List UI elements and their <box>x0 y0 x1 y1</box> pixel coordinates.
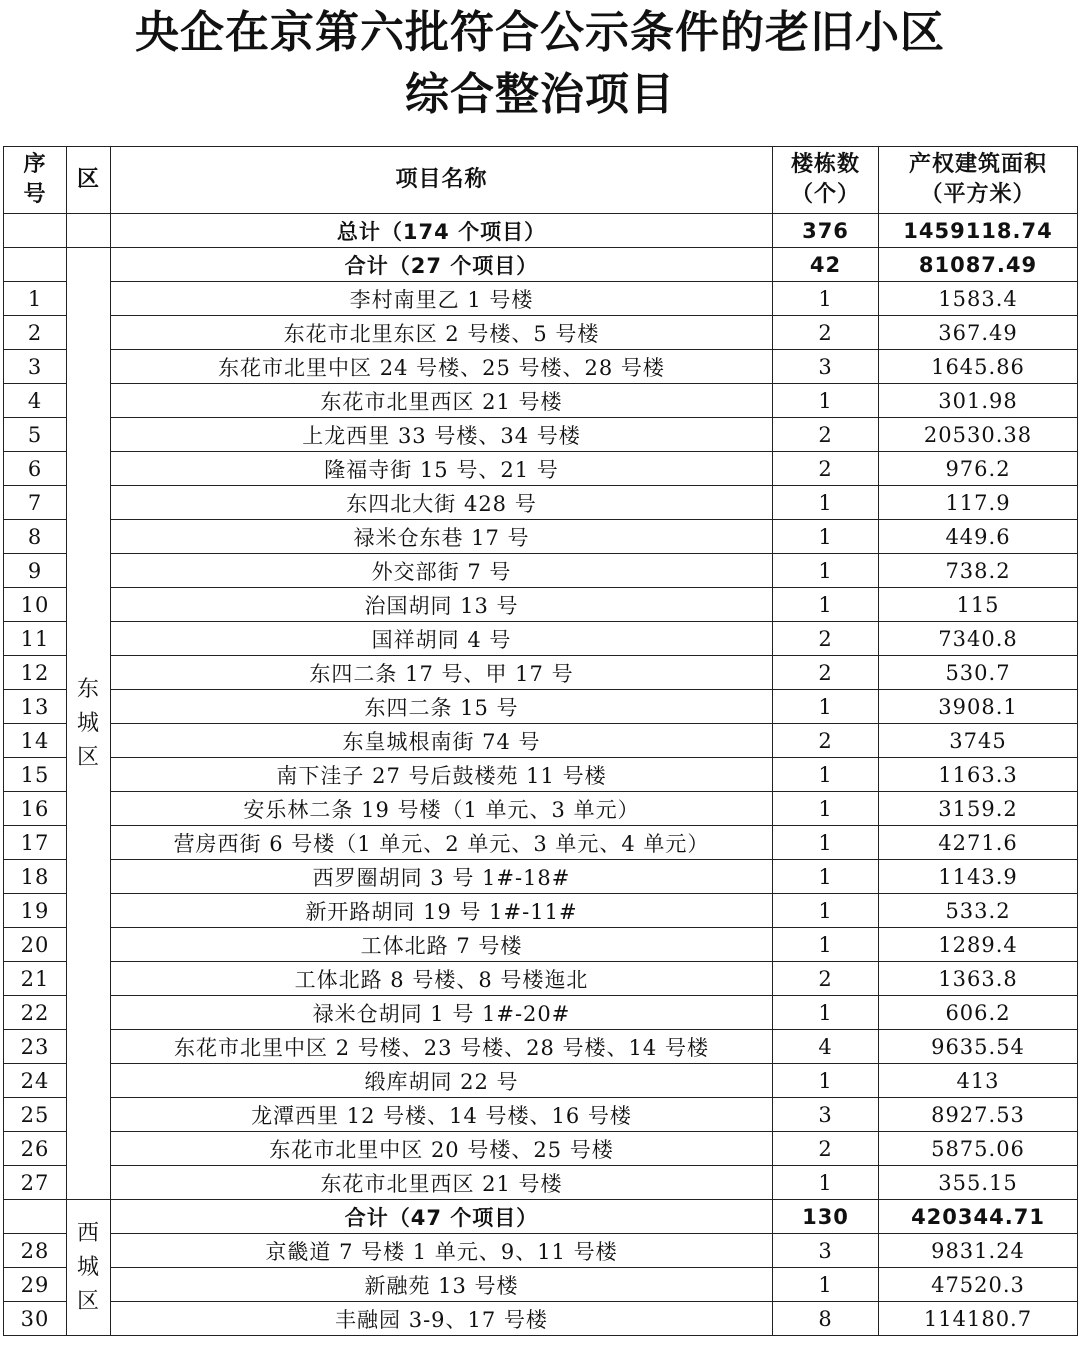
row-seq: 22 <box>4 996 67 1030</box>
row-buildings: 1 <box>773 758 879 792</box>
page-title <box>0 0 1080 142</box>
table-row <box>4 724 1078 758</box>
row-project-name: 国祥胡同 4 号 <box>111 622 773 656</box>
row-seq: 28 <box>4 1234 67 1268</box>
row-project-name: 工体北路 7 号楼 <box>111 928 773 962</box>
grand-total-row <box>4 214 1078 248</box>
header-area <box>879 147 1078 214</box>
row-buildings: 3 <box>773 1098 879 1132</box>
row-buildings: 1 <box>773 860 879 894</box>
row-buildings: 4 <box>773 1030 879 1064</box>
row-area: 47520.3 <box>879 1268 1078 1302</box>
header-area-line-1: 产权建筑面积 <box>908 152 1047 177</box>
row-area: 7340.8 <box>879 622 1078 656</box>
grand-total-seq <box>4 214 67 248</box>
row-project-name: 东花市北里中区 2 号楼、23 号楼、28 号楼、14 号楼 <box>111 1030 773 1064</box>
subtotal-row <box>4 1200 1078 1234</box>
row-seq: 2 <box>4 316 67 350</box>
row-buildings: 1 <box>773 1268 879 1302</box>
row-area: 20530.38 <box>879 418 1078 452</box>
table-row <box>4 1268 1078 1302</box>
row-seq: 25 <box>4 1098 67 1132</box>
row-project-name: 东花市北里东区 2 号楼、5 号楼 <box>111 316 773 350</box>
row-area: 413 <box>879 1064 1078 1098</box>
row-buildings: 1 <box>773 520 879 554</box>
row-area: 8927.53 <box>879 1098 1078 1132</box>
row-seq: 4 <box>4 384 67 418</box>
table-row <box>4 554 1078 588</box>
row-area: 976.2 <box>879 452 1078 486</box>
row-seq: 8 <box>4 520 67 554</box>
row-project-name: 禄米仓胡同 1 号 1#-20# <box>111 996 773 1030</box>
district-char: 城 <box>76 710 100 736</box>
row-buildings: 1 <box>773 826 879 860</box>
row-buildings: 2 <box>773 962 879 996</box>
table-row <box>4 282 1078 316</box>
table-header-row <box>4 147 1078 214</box>
row-buildings: 2 <box>773 452 879 486</box>
row-area: 449.6 <box>879 520 1078 554</box>
header-buildings <box>773 147 879 214</box>
row-area: 367.49 <box>879 316 1078 350</box>
row-seq: 14 <box>4 724 67 758</box>
row-project-name: 治国胡同 13 号 <box>111 588 773 622</box>
row-buildings: 1 <box>773 690 879 724</box>
row-project-name: 东花市北里中区 24 号楼、25 号楼、28 号楼 <box>111 350 773 384</box>
row-buildings: 2 <box>773 724 879 758</box>
row-project-name: 外交部街 7 号 <box>111 554 773 588</box>
table-row <box>4 792 1078 826</box>
row-seq: 5 <box>4 418 67 452</box>
subtotal-area: 420344.71 <box>879 1200 1078 1234</box>
table-row <box>4 826 1078 860</box>
header-buildings-line-2: （个） <box>790 182 860 207</box>
row-seq: 7 <box>4 486 67 520</box>
row-seq: 10 <box>4 588 67 622</box>
row-seq: 30 <box>4 1302 67 1336</box>
row-area: 114180.7 <box>879 1302 1078 1336</box>
row-project-name: 李村南里乙 1 号楼 <box>111 282 773 316</box>
row-area: 115 <box>879 588 1078 622</box>
row-seq: 29 <box>4 1268 67 1302</box>
row-seq: 15 <box>4 758 67 792</box>
row-seq: 11 <box>4 622 67 656</box>
row-seq: 1 <box>4 282 67 316</box>
row-buildings: 3 <box>773 350 879 384</box>
header-district: 区 <box>67 147 111 214</box>
row-seq: 19 <box>4 894 67 928</box>
table-row <box>4 996 1078 1030</box>
row-buildings: 1 <box>773 894 879 928</box>
title-line-1: 央企在京第六批符合公示条件的老旧小区 <box>135 7 945 58</box>
district-char: 区 <box>76 744 100 770</box>
row-project-name: 东花市北里西区 21 号楼 <box>111 1166 773 1200</box>
row-buildings: 2 <box>773 656 879 690</box>
table-row <box>4 588 1078 622</box>
row-project-name: 安乐林二条 19 号楼（1 单元、3 单元） <box>111 792 773 826</box>
row-project-name: 工体北路 8 号楼、8 号楼迤北 <box>111 962 773 996</box>
row-area: 3745 <box>879 724 1078 758</box>
header-project-name: 项目名称 <box>111 147 773 214</box>
table-row <box>4 1234 1078 1268</box>
subtotal-buildings: 130 <box>773 1200 879 1234</box>
table-row <box>4 962 1078 996</box>
row-seq: 18 <box>4 860 67 894</box>
row-buildings: 1 <box>773 554 879 588</box>
row-buildings: 2 <box>773 316 879 350</box>
projects-table <box>3 146 1078 1336</box>
table-row <box>4 384 1078 418</box>
row-area: 1583.4 <box>879 282 1078 316</box>
row-project-name: 营房西街 6 号楼（1 单元、2 单元、3 单元、4 单元） <box>111 826 773 860</box>
table-row <box>4 520 1078 554</box>
table-row <box>4 622 1078 656</box>
row-seq: 24 <box>4 1064 67 1098</box>
header-seq-line-2: 号 <box>23 182 47 207</box>
row-area: 9831.24 <box>879 1234 1078 1268</box>
table-row <box>4 860 1078 894</box>
row-buildings: 2 <box>773 1132 879 1166</box>
row-buildings: 2 <box>773 622 879 656</box>
table-row <box>4 1166 1078 1200</box>
table-row <box>4 1302 1078 1336</box>
row-area: 1163.3 <box>879 758 1078 792</box>
table-row <box>4 690 1078 724</box>
row-seq: 26 <box>4 1132 67 1166</box>
subtotal-label: 合计（47 个项目） <box>111 1200 773 1234</box>
table-row <box>4 418 1078 452</box>
row-seq: 23 <box>4 1030 67 1064</box>
row-project-name: 禄米仓东巷 17 号 <box>111 520 773 554</box>
subtotal-area: 81087.49 <box>879 248 1078 282</box>
header-area-line-2: （平方米） <box>920 182 1036 207</box>
district-char: 西 <box>76 1220 100 1246</box>
row-project-name: 东花市北里中区 20 号楼、25 号楼 <box>111 1132 773 1166</box>
table-row <box>4 656 1078 690</box>
district-char: 区 <box>76 1288 100 1314</box>
grand-total-area: 1459118.74 <box>879 214 1078 248</box>
table-row <box>4 758 1078 792</box>
row-area: 3908.1 <box>879 690 1078 724</box>
grand-total-district <box>67 214 111 248</box>
row-area: 9635.54 <box>879 1030 1078 1064</box>
table-row <box>4 1098 1078 1132</box>
district-char: 城 <box>76 1254 100 1280</box>
row-area: 1143.9 <box>879 860 1078 894</box>
row-project-name: 丰融园 3-9、17 号楼 <box>111 1302 773 1336</box>
table-row <box>4 452 1078 486</box>
header-seq <box>4 147 67 214</box>
row-area: 1645.86 <box>879 350 1078 384</box>
row-buildings: 1 <box>773 996 879 1030</box>
row-area: 5875.06 <box>879 1132 1078 1166</box>
row-project-name: 东花市北里西区 21 号楼 <box>111 384 773 418</box>
row-area: 117.9 <box>879 486 1078 520</box>
row-buildings: 1 <box>773 928 879 962</box>
row-seq: 3 <box>4 350 67 384</box>
subtotal-seq <box>4 1200 67 1234</box>
table-row <box>4 894 1078 928</box>
table-row <box>4 928 1078 962</box>
row-buildings: 8 <box>773 1302 879 1336</box>
row-project-name: 上龙西里 33 号楼、34 号楼 <box>111 418 773 452</box>
row-buildings: 1 <box>773 1064 879 1098</box>
grand-total-label: 总计（174 个项目） <box>111 214 773 248</box>
row-area: 4271.6 <box>879 826 1078 860</box>
row-seq: 21 <box>4 962 67 996</box>
district-cell-xicheng <box>67 1200 111 1336</box>
row-buildings: 3 <box>773 1234 879 1268</box>
district-cell-dongcheng <box>67 248 111 1200</box>
row-buildings: 1 <box>773 486 879 520</box>
row-seq: 16 <box>4 792 67 826</box>
table-row <box>4 1064 1078 1098</box>
row-buildings: 1 <box>773 282 879 316</box>
row-area: 533.2 <box>879 894 1078 928</box>
row-project-name: 缎库胡同 22 号 <box>111 1064 773 1098</box>
row-project-name: 东四二条 17 号、甲 17 号 <box>111 656 773 690</box>
table-row <box>4 350 1078 384</box>
row-seq: 17 <box>4 826 67 860</box>
grand-total-buildings: 376 <box>773 214 879 248</box>
row-project-name: 东四北大街 428 号 <box>111 486 773 520</box>
row-project-name: 东皇城根南街 74 号 <box>111 724 773 758</box>
header-buildings-line-1: 楼栋数 <box>790 152 860 177</box>
row-seq: 20 <box>4 928 67 962</box>
row-project-name: 西罗圈胡同 3 号 1#-18# <box>111 860 773 894</box>
row-project-name: 京畿道 7 号楼 1 单元、9、11 号楼 <box>111 1234 773 1268</box>
row-seq: 13 <box>4 690 67 724</box>
row-project-name: 东四二条 15 号 <box>111 690 773 724</box>
title-line-2: 综合整治项目 <box>405 69 675 120</box>
row-project-name: 龙潭西里 12 号楼、14 号楼、16 号楼 <box>111 1098 773 1132</box>
row-buildings: 1 <box>773 588 879 622</box>
row-buildings: 1 <box>773 384 879 418</box>
row-seq: 6 <box>4 452 67 486</box>
row-project-name: 隆福寺街 15 号、21 号 <box>111 452 773 486</box>
row-buildings: 1 <box>773 1166 879 1200</box>
subtotal-buildings: 42 <box>773 248 879 282</box>
row-area: 530.7 <box>879 656 1078 690</box>
row-area: 3159.2 <box>879 792 1078 826</box>
table-row <box>4 1132 1078 1166</box>
row-area: 606.2 <box>879 996 1078 1030</box>
row-area: 738.2 <box>879 554 1078 588</box>
row-seq: 9 <box>4 554 67 588</box>
district-char: 东 <box>76 676 100 702</box>
row-project-name: 南下洼子 27 号后鼓楼苑 11 号楼 <box>111 758 773 792</box>
row-buildings: 2 <box>773 418 879 452</box>
row-seq: 12 <box>4 656 67 690</box>
subtotal-row <box>4 248 1078 282</box>
subtotal-label: 合计（27 个项目） <box>111 248 773 282</box>
row-area: 1363.8 <box>879 962 1078 996</box>
table-row <box>4 486 1078 520</box>
table-row <box>4 316 1078 350</box>
row-project-name: 新融苑 13 号楼 <box>111 1268 773 1302</box>
row-area: 355.15 <box>879 1166 1078 1200</box>
row-seq: 27 <box>4 1166 67 1200</box>
table-row <box>4 1030 1078 1064</box>
row-project-name: 新开路胡同 19 号 1#-11# <box>111 894 773 928</box>
row-area: 1289.4 <box>879 928 1078 962</box>
header-seq-line-1: 序 <box>23 152 47 177</box>
row-buildings: 1 <box>773 792 879 826</box>
row-area: 301.98 <box>879 384 1078 418</box>
subtotal-seq <box>4 248 67 282</box>
